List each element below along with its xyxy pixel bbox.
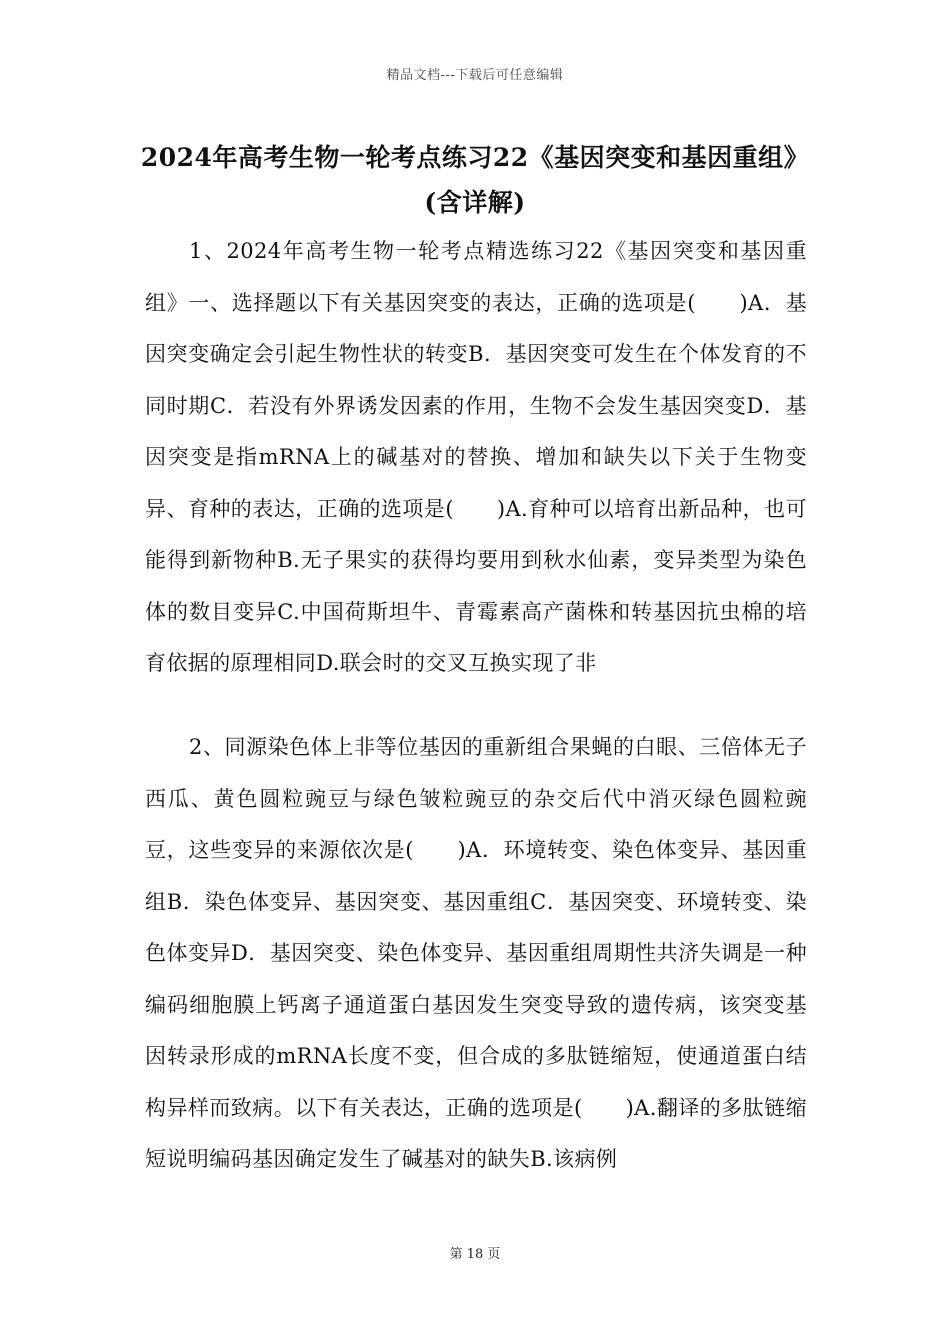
page-header: 精品文档---下载后可任意编辑 (386, 68, 564, 83)
body-paragraph-2: 2、同源染色体上非等位基因的重新组合果蝇的白眼、三倍体无子西瓜、黄色圆粒豌豆与绿色皱粒豌豆的杂交后代中消灭绿色圆粒豌豆，这些变异的来源依次是( )A．环境转变、染色体变异、基因重组B．染色体变异、基因突变、基因重组C．基因突变、环境转变、染色体变异D．基因突变、染色体变异、基因重组周期性共济失调是一种编码细胞膜上钙离子通道蛋白基因发生突变导致的遗传病，该突变基因转录形成的mRNA长度不变，但合成的多肽链缩短，使通道蛋白结构异样而致病。以下有关表达，正确的选项是( )A.翻译的多肽链缩短说明编码基因确定发生了碱基对的缺失B.该病例 (145, 735, 807, 1171)
document-title (0, 135, 950, 225)
title-line-1: 2024年高考生物一轮考点练习22《基因突变和基因重组》 (140, 143, 810, 172)
page-number: 第 18 页 (449, 1247, 501, 1262)
body-paragraph-1: 1、2024年高考生物一轮考点精选练习22《基因突变和基因重组》一、选择题以下有关基因突变的表达，正确的选项是( )A．基因突变确定会引起生物性状的转变B．基因突变可发生在个体发育的不同时期C．若没有外界诱发因素的作用，生物不会发生基因突变D．基因突变是指mRNA上的碱基对的替换、增加和缺失以下关于生物变异、育种的表达，正确的选项是( )A.育种可以培育出新品种，也可能得到新物种B.无子果实的获得均要用到秋水仙素，变异类型为染色体的数目变异C.中国荷斯坦牛、青霉素高产菌株和转基因抗虫棉的培育依据的原理相同D.联会时的交叉互换实现了非 (145, 239, 807, 675)
title-line-2: (含详解) (424, 188, 526, 217)
